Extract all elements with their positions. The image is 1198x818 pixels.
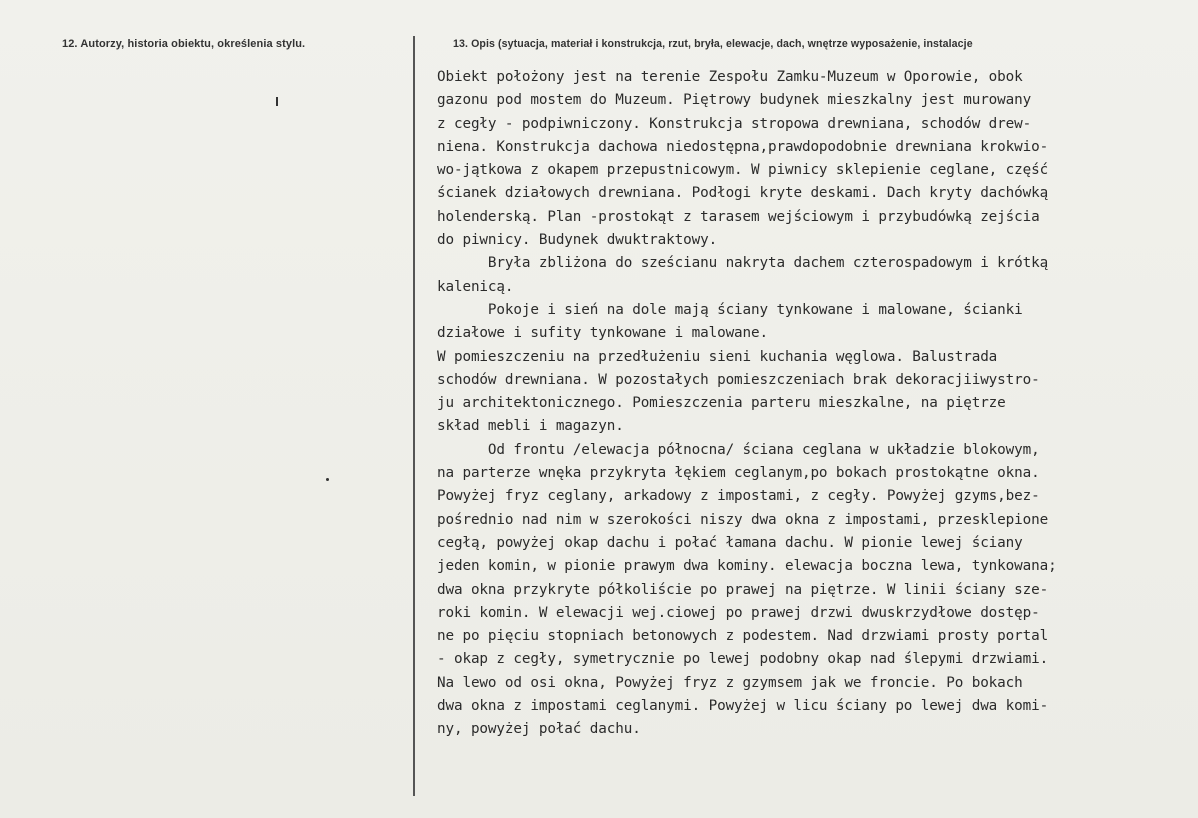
pen-tick-mark (276, 97, 278, 106)
typed-line: dwa okna przykryte półkoliście po prawej na piętrze. W linii ściany sze- (437, 581, 1049, 598)
typed-line: Pokoje i sień na dole mają ściany tynkowane i malowane, ścianki (437, 301, 1023, 318)
typed-line: Obiekt położony jest na terenie Zespołu Zamku-Muzeum w Oporowie, obok (437, 69, 1023, 85)
typed-line: holenderską. Plan -prostokąt z tarasem wejściowym i przybudówką zejścia (437, 208, 1040, 225)
typed-line: ne po pięciu stopniach betonowych z podestem. Nad drzwiami prosty portal (437, 628, 1049, 645)
typed-line: wo-jątkowa z okapem przepustnicowym. W piwnicy sklepienie ceglane, część (437, 162, 1049, 179)
typed-line: do piwnicy. Budynek dwuktraktowy. (437, 232, 718, 249)
bleed-through-shadow (0, 773, 1198, 803)
section-12-heading: 12. Autorzy, historia obiektu, określenia stylu. (62, 38, 306, 50)
typed-line: ny, powyżej połać dachu. (437, 721, 641, 738)
typed-line: schodów drewniana. W pozostałych pomieszczeniach brak dekoracjiiwystro- (437, 371, 1040, 388)
typed-line: ju architektonicznego. Pomieszczenia parteru mieszkalne, na piętrze (437, 395, 1006, 412)
section-13-heading: 13. Opis (sytuacja, materiał i konstrukcja, rzut, bryła, elewacje, dach, wnętrze wyposażenie, instalacje (453, 38, 973, 50)
typed-line: dwa okna z impostami ceglanymi. Powyżej w licu ściany po lewej dwa komi- (437, 698, 1049, 715)
typed-line: Od frontu /elewacja północna/ ściana ceglana w układzie blokowym, (437, 441, 1040, 458)
typed-line: W pomieszczeniu na przedłużeniu sieni kuchania węglowa. Balustrada (437, 348, 998, 365)
typed-line: ścianek działowych drewniana. Podłogi kryte deskami. Dach kryty dachówką (437, 185, 1049, 202)
typed-line: Bryła zbliżona do sześcianu nakryta dachem czterospadowym i krótką (437, 255, 1049, 272)
column-divider (413, 36, 415, 796)
typed-line: kalenicą. (437, 278, 514, 295)
typed-line: - okap z cegły, symetrycznie po lewej podobny okap nad ślepymi drzwiami. (437, 651, 1049, 668)
typed-line: Powyżej fryz ceglany, arkadowy z impostami, z cegły. Powyżej gzyms,bez- (437, 488, 1040, 505)
ink-dot-mark (326, 478, 329, 481)
typed-line: roki komin. W elewacji wej.ciowej po prawej drzwi dwuskrzydłowe dostęp- (437, 604, 1040, 621)
typed-description (437, 66, 1182, 742)
typed-line: niena. Konstrukcja dachowa niedostępna,prawdopodobnie drewniana krokwio- (437, 138, 1049, 155)
typed-line: cegłą, powyżej okap dachu i połać łamana dachu. W pionie lewej ściany (437, 534, 1023, 551)
typed-line: jeden komin, w pionie prawym dwa kominy. elewacja boczna lewa, tynkowana; (437, 558, 1057, 575)
typed-line: z cegły - podpiwniczony. Konstrukcja stropowa drewniana, schodów drew- (437, 115, 1032, 132)
typed-line: gazonu pod mostem do Muzeum. Piętrowy budynek mieszkalny jest murowany (437, 92, 1032, 109)
typed-line: Na lewo od osi okna, Powyżej fryz z gzymsem jak we froncie. Po bokach (437, 674, 1023, 691)
typed-line: na parterze wnęka przykryta łękiem ceglanym,po bokach prostokątne okna. (437, 465, 1040, 482)
typed-line: działowe i sufity tynkowane i malowane. (437, 325, 769, 342)
typed-line: pośrednio nad nim w szerokości niszy dwa okna z impostami, przesklepione (437, 511, 1049, 528)
typed-line: skład mebli i magazyn. (437, 418, 624, 435)
